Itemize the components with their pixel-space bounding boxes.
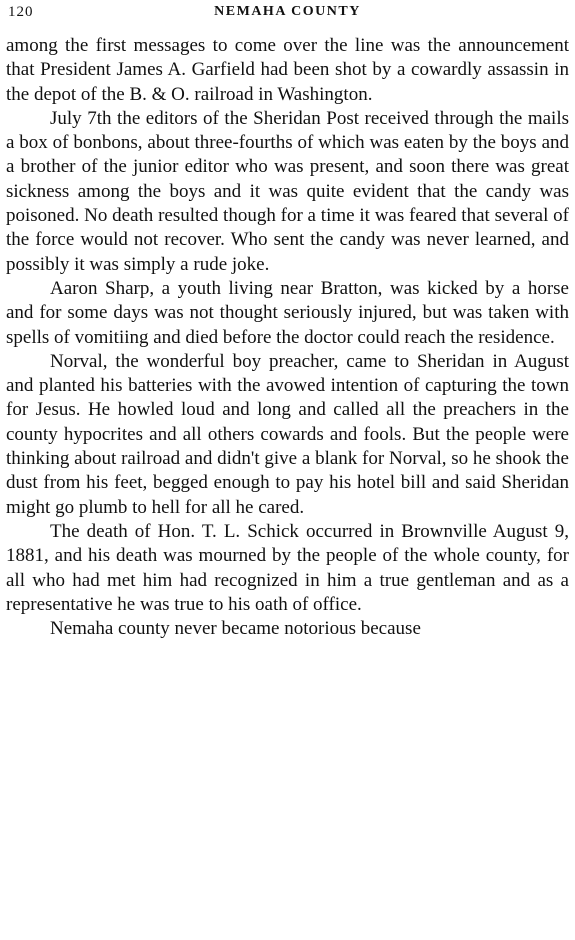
running-head: NEMAHA COUNTY bbox=[214, 4, 361, 19]
paragraph-aaron-sharp: Aaron Sharp, a youth living near Bratton, was kicked by a horse and for some days was not thought seriously injured, but was taken with spells of vomitiing and died before the doctor could reach the residence. bbox=[6, 277, 569, 348]
paragraph-schick-death: The death of Hon. T. L. Schick occurred in Brownville August 9, 1881, and his death was mourned by the people of the whole county, for all who had met him had recognized in him a true gentleman and as a representative he was true to his oath of office. bbox=[6, 520, 569, 615]
paragraph-nemaha-county: Nemaha county never became notorious because bbox=[50, 618, 421, 640]
paragraph-garfield-continued: among the first messages to come over the line was the announcement that President James A. Garfield had been shot by a cowardly assassin in the depot of the B. & O. railroad in Washington. bbox=[6, 35, 569, 105]
paragraph-norval-preacher: Norval, the wonderful boy preacher, came to Sheridan in August and planted his batteries with the avowed intention of capturing the town for Jesus. He howled loud and long and called all the preachers in the county hypocrites and all others cowards and fools. But the people were thinking about railroad and didn't give a blank for Norval, so he shook the dust from his feet, begged enough to pay his hotel bill and said Sheridan might go plumb to hell for all he cared. bbox=[6, 350, 569, 518]
page-header bbox=[6, 2, 569, 24]
body-text bbox=[6, 34, 569, 641]
page-number: 120 bbox=[8, 4, 34, 20]
paragraph-poisoned-candy: July 7th the editors of the Sheridan Post received through the mails a box of bonbons, about three-fourths of which was eaten by the boys and a brother of the junior editor who was present, and soon there was great sickness among the boys and it was quite evident that the candy was poisoned. No death resulted though for a time it was feared that several of the force would not recover. Who sent the candy was never learned, and possibly it was simply a rude joke. bbox=[6, 107, 569, 275]
